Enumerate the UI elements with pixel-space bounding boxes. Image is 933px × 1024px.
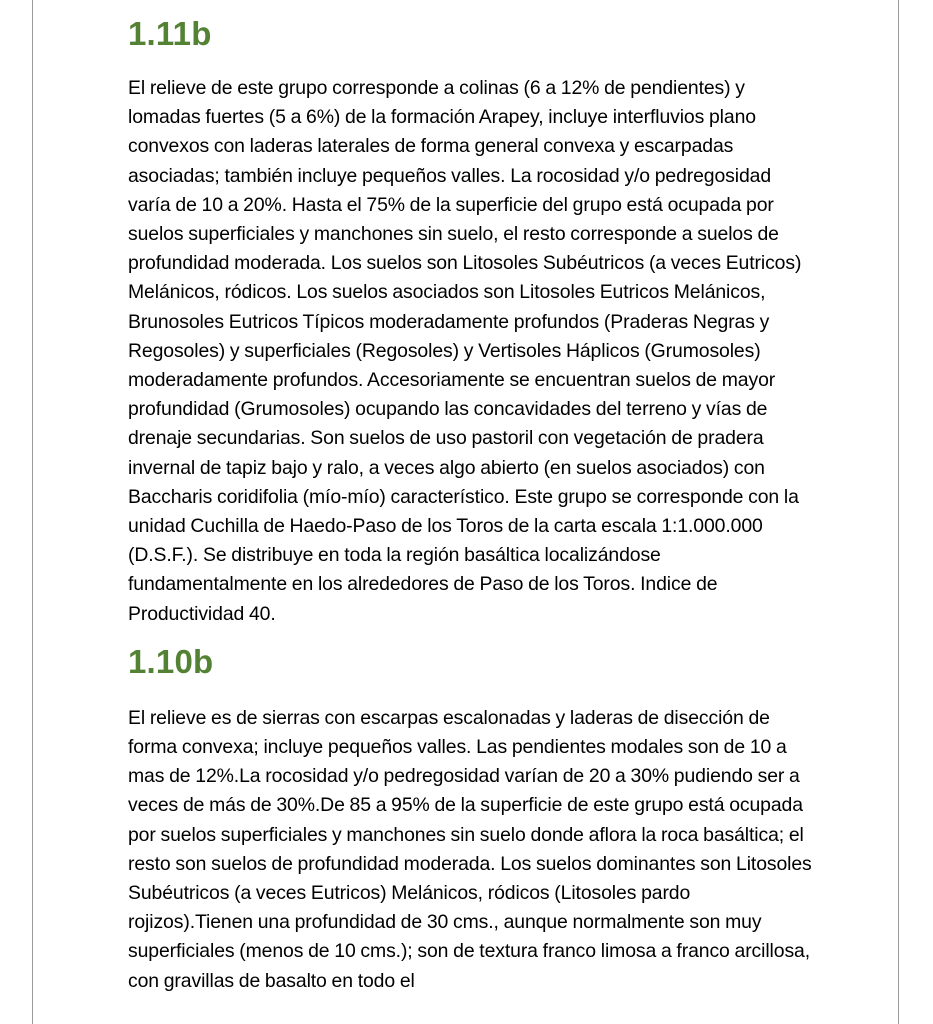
document-body: [128, 0, 818, 996]
section-paragraph-1-10b: El relieve es de sierras con escarpas escalonadas y laderas de disección de forma convexa; incluye pequeños valles. Las pendientes modales son de 10 a mas de 12%.La rocosidad y/o pedregosidad varían de 20 a 30% pudiendo ser a veces de más de 30%.De 85 a 95% de la superficie de este grupo está ocupada por suelos superficiales y manchones sin suelo donde aflora la roca basáltica; el resto son suelos de profundidad moderada. Los suelos dominantes son Litosoles Subéutricos (a veces Eutricos) Melánicos, ródicos (Litosoles pardo rojizos).Tienen una profundidad de 30 cms., aunque normalmente son muy superficiales (menos de 10 cms.); son de textura franco limosa a franco arcillosa, con gravillas de basalto en todo el: [128, 706, 812, 992]
page-left-edge: [32, 0, 33, 1024]
section-heading-1-11b: 1.11b: [128, 15, 212, 52]
section-paragraph-1-11b: El relieve de este grupo corresponde a colinas (6 a 12% de pendientes) y lomadas fuertes (5 a 6%) de la formación Arapey, incluye interfluvios plano convexos con laderas laterales de forma general convexa y escarpadas asociadas; también incluye pequeños valles. La rocosidad y/o pedregosidad varía de 10 a 20%. Hasta el 75% de la superficie del grupo está ocupada por suelos superficiales y manchones sin suelo, el resto corresponde a suelos de profundidad moderada. Los suelos son Litosoles Subéutricos (a veces Eutricos) Melánicos, ródicos. Los suelos asociados son Litosoles Eutricos Melánicos, Brunosoles Eutricos Típicos moderadamente profundos (Praderas Negras y Regosoles) y superficiales (Regosoles) y Vertisoles Háplicos (Grumosoles) moderadamente profundos. Accesoriamente se encuentran suelos de mayor profundidad (Grumosoles) ocupando las concavidades del terreno y vías de drenaje secundarias. Son suelos de uso pastoril con vegetación de pradera invernal de tapiz bajo y ralo, a veces algo abierto (en suelos asociados) con Baccharis coridifolia (mío-mío) característico. Este grupo se corresponde con la unidad Cuchilla de Haedo-Paso de los Toros de la carta escala 1:1.000.000 (D.S.F.). Se distribuye en toda la región basáltica localizándose fundamentalmente en los alrededores de Paso de los Toros. Indice de Productividad 40.: [128, 77, 802, 625]
page-right-edge: [898, 0, 899, 1024]
section-heading-1-10b: 1.10b: [128, 642, 214, 680]
